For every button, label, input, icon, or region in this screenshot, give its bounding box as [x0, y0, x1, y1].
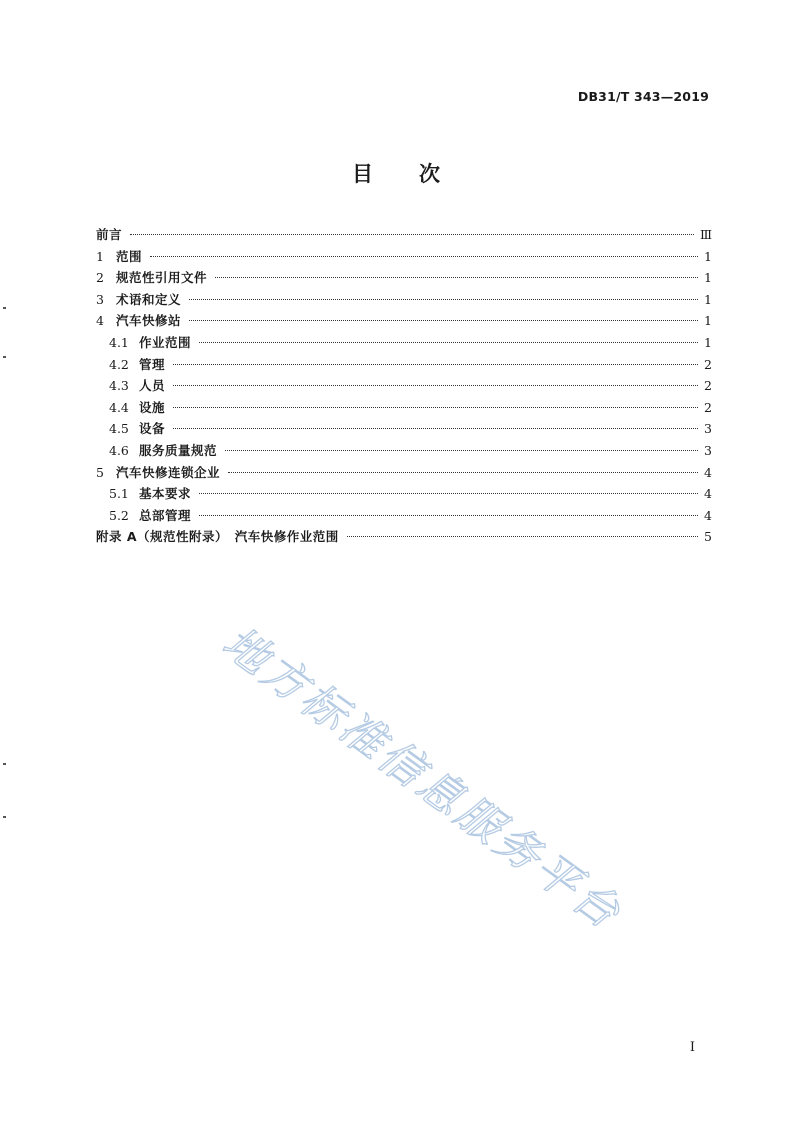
scan-mark — [3, 816, 6, 818]
toc-entry-5-2[interactable] — [96, 505, 712, 527]
toc-entry-page: 1 — [704, 270, 712, 286]
toc-entry-label: 人员 — [139, 378, 166, 394]
leader-dots — [199, 493, 698, 494]
toc-entry-1[interactable] — [96, 246, 712, 268]
toc-entry-number: 4.4 — [109, 399, 129, 415]
toc-entry-4-5[interactable] — [96, 418, 712, 440]
leader-dots — [173, 364, 698, 365]
toc-entry-label: 附录 A（规范性附录） 汽车快修作业范围 — [96, 529, 339, 545]
toc-entry-page: 2 — [704, 356, 712, 372]
toc-entry-number: 4 — [96, 313, 104, 329]
toc-entry-page: 4 — [704, 486, 712, 502]
toc-entry-number: 4.3 — [109, 378, 129, 394]
table-of-contents — [96, 224, 712, 548]
toc-entry-number: 5 — [96, 464, 104, 480]
leader-dots — [189, 299, 698, 300]
watermark: 地方标准信息服务平台 — [213, 616, 632, 941]
toc-entry-page: 2 — [704, 378, 712, 394]
toc-entry-label: 管理 — [139, 356, 166, 372]
scan-mark — [3, 763, 6, 765]
toc-entry-page: 1 — [704, 248, 712, 264]
toc-entry-number: 1 — [96, 248, 104, 264]
title-char-2: 次 — [419, 162, 440, 186]
toc-entry-label: 范围 — [116, 248, 143, 264]
toc-entry-page: 1 — [704, 313, 712, 329]
title-char-1: 目 — [352, 162, 373, 186]
leader-dots — [228, 472, 698, 473]
toc-entry-5[interactable] — [96, 462, 712, 484]
toc-entry-appendix-a[interactable] — [96, 526, 712, 548]
toc-entry-number: 4.6 — [109, 442, 129, 458]
toc-entry-label: 汽车快修连锁企业 — [116, 464, 221, 480]
toc-entry-page: Ⅲ — [699, 227, 712, 242]
scan-mark — [3, 307, 6, 309]
toc-entry-label: 设施 — [139, 399, 166, 415]
toc-entry-label: 汽车快修站 — [116, 313, 182, 329]
leader-dots — [173, 385, 698, 386]
toc-entry-number: 4.1 — [109, 334, 129, 350]
toc-entry-page: 2 — [704, 399, 712, 415]
toc-entry-number: 4.5 — [109, 421, 129, 437]
toc-entry-label: 作业范围 — [139, 334, 192, 350]
leader-dots — [225, 450, 698, 451]
toc-entry-4-3[interactable] — [96, 375, 712, 397]
toc-entry-number: 2 — [96, 270, 104, 286]
leader-dots — [199, 342, 698, 343]
toc-entry-label: 设备 — [139, 421, 166, 437]
toc-entry-page: 5 — [704, 529, 712, 545]
toc-entry-label: 基本要求 — [139, 486, 192, 502]
page-number: I — [689, 1040, 695, 1055]
leader-dots — [173, 428, 698, 429]
toc-entry-page: 1 — [704, 334, 712, 350]
toc-entry-page: 4 — [704, 507, 712, 523]
toc-entry-label: 总部管理 — [139, 507, 192, 523]
toc-entry-label: 规范性引用文件 — [116, 270, 208, 286]
leader-dots — [130, 234, 694, 235]
page-title — [0, 158, 792, 188]
toc-entry-page: 4 — [704, 464, 712, 480]
leader-dots — [173, 407, 698, 408]
toc-entry-number: 4.2 — [109, 356, 129, 372]
toc-entry-4-4[interactable] — [96, 397, 712, 419]
toc-entry-page: 3 — [704, 442, 712, 458]
toc-entry-page: 1 — [704, 291, 712, 307]
toc-entry-4-6[interactable] — [96, 440, 712, 462]
leader-dots — [189, 320, 698, 321]
leader-dots — [347, 536, 698, 537]
toc-entry-label: 前言 — [96, 227, 123, 242]
leader-dots — [150, 256, 698, 257]
toc-entry-foreword[interactable] — [96, 224, 712, 246]
toc-entry-5-1[interactable] — [96, 483, 712, 505]
document-code: DB31/T 343—2019 — [577, 89, 709, 104]
toc-entry-number: 5.1 — [109, 486, 129, 502]
toc-entry-4[interactable] — [96, 310, 712, 332]
toc-entry-label: 服务质量规范 — [139, 442, 218, 458]
toc-entry-4-2[interactable] — [96, 354, 712, 376]
toc-entry-label: 术语和定义 — [116, 291, 182, 307]
toc-entry-2[interactable] — [96, 267, 712, 289]
toc-entry-page: 3 — [704, 421, 712, 437]
toc-entry-number: 3 — [96, 291, 104, 307]
toc-entry-4-1[interactable] — [96, 332, 712, 354]
leader-dots — [199, 515, 698, 516]
toc-entry-number: 5.2 — [109, 507, 129, 523]
scan-mark — [3, 356, 6, 358]
toc-entry-3[interactable] — [96, 289, 712, 311]
leader-dots — [215, 277, 698, 278]
